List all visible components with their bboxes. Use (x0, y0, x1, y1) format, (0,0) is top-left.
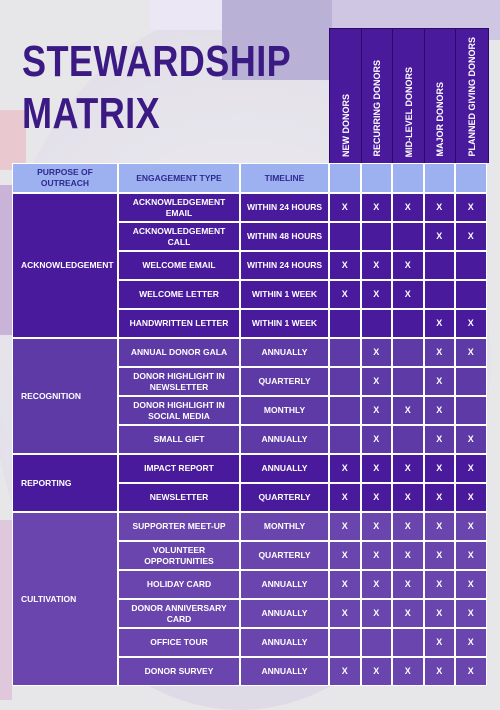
purpose-cell: ACKNOWLEDGEMENT (12, 193, 118, 338)
engagement-type-cell: SMALL GIFT (118, 425, 240, 454)
check-mark-cell: X (329, 570, 361, 599)
timeline-cell: QUARTERLY (240, 541, 329, 570)
empty-cell (424, 280, 456, 309)
engagement-type-cell: NEWSLETTER (118, 483, 240, 512)
check-mark-cell: X (455, 483, 487, 512)
timeline-cell: ANNUALLY (240, 338, 329, 367)
check-mark-cell: X (424, 309, 456, 338)
check-mark-cell: X (455, 425, 487, 454)
check-mark-cell: X (455, 628, 487, 657)
engagement-type-cell: VOLUNTEER OPPORTUNITIES (118, 541, 240, 570)
check-mark-cell: X (361, 657, 393, 686)
empty-cell (455, 396, 487, 425)
empty-cell (392, 628, 424, 657)
empty-cell (392, 338, 424, 367)
background-block (150, 0, 222, 30)
check-mark-cell: X (392, 396, 424, 425)
check-mark-cell: X (455, 222, 487, 251)
check-mark-cell: X (424, 222, 456, 251)
timeline-cell: ANNUALLY (240, 454, 329, 483)
timeline-cell: QUARTERLY (240, 483, 329, 512)
column-header-label: RECURRING DONORS (372, 60, 383, 157)
check-mark-cell: X (424, 193, 456, 222)
check-mark-cell: X (392, 483, 424, 512)
timeline-cell: MONTHLY (240, 512, 329, 541)
timeline-cell: ANNUALLY (240, 570, 329, 599)
column-header-label: MID-LEVEL DONORS (403, 66, 414, 157)
empty-cell (424, 251, 456, 280)
check-mark-cell: X (392, 512, 424, 541)
header-blank (424, 163, 456, 193)
check-mark-cell: X (455, 512, 487, 541)
empty-cell (392, 222, 424, 251)
empty-cell (329, 396, 361, 425)
empty-cell (455, 280, 487, 309)
check-mark-cell: X (361, 483, 393, 512)
column-header (455, 28, 489, 163)
empty-cell (455, 251, 487, 280)
check-mark-cell: X (329, 512, 361, 541)
check-mark-cell: X (361, 541, 393, 570)
title-line-1: STEWARDSHIP (22, 37, 292, 86)
purpose-cell: REPORTING (12, 454, 118, 512)
empty-cell (392, 367, 424, 396)
engagement-type-cell: IMPACT REPORT (118, 454, 240, 483)
timeline-cell: WITHIN 24 HOURS (240, 251, 329, 280)
check-mark-cell: X (392, 454, 424, 483)
check-mark-cell: X (361, 193, 393, 222)
check-mark-cell: X (361, 338, 393, 367)
engagement-type-cell: DONOR ANNIVERSARY CARD (118, 599, 240, 628)
header-blank (392, 163, 424, 193)
empty-cell (329, 222, 361, 251)
column-header (392, 28, 426, 163)
engagement-type-cell: ACKNOWLEDGEMENT EMAIL (118, 193, 240, 222)
check-mark-cell: X (424, 628, 456, 657)
check-mark-cell: X (392, 193, 424, 222)
check-mark-cell: X (361, 280, 393, 309)
check-mark-cell: X (424, 599, 456, 628)
header-blank (361, 163, 393, 193)
header-purpose: PURPOSE OF OUTREACH (12, 163, 118, 193)
empty-cell (361, 628, 393, 657)
purpose-cell: CULTIVATION (12, 512, 118, 686)
header-engagement-type: ENGAGEMENT TYPE (118, 163, 240, 193)
check-mark-cell: X (424, 454, 456, 483)
check-mark-cell: X (392, 570, 424, 599)
column-header-label: MAJOR DONORS (435, 82, 446, 157)
check-mark-cell: X (424, 483, 456, 512)
engagement-type-cell: SUPPORTER MEET-UP (118, 512, 240, 541)
check-mark-cell: X (392, 280, 424, 309)
engagement-type-cell: OFFICE TOUR (118, 628, 240, 657)
empty-cell (329, 425, 361, 454)
check-mark-cell: X (329, 280, 361, 309)
check-mark-cell: X (329, 454, 361, 483)
timeline-cell: WITHIN 1 WEEK (240, 280, 329, 309)
check-mark-cell: X (361, 425, 393, 454)
column-header (329, 28, 363, 163)
check-mark-cell: X (329, 483, 361, 512)
check-mark-cell: X (361, 454, 393, 483)
empty-cell (361, 222, 393, 251)
engagement-type-cell: DONOR SURVEY (118, 657, 240, 686)
check-mark-cell: X (392, 251, 424, 280)
check-mark-cell: X (424, 425, 456, 454)
background-block (0, 185, 12, 335)
timeline-cell: ANNUALLY (240, 425, 329, 454)
column-header-label: PLANNED GIVING DONORS (466, 37, 477, 157)
empty-cell (392, 425, 424, 454)
title-line-2: MATRIX (22, 89, 161, 138)
timeline-cell: MONTHLY (240, 396, 329, 425)
background-block (0, 520, 12, 700)
check-mark-cell: X (455, 193, 487, 222)
engagement-type-cell: WELCOME EMAIL (118, 251, 240, 280)
check-mark-cell: X (392, 541, 424, 570)
empty-cell (392, 309, 424, 338)
engagement-type-cell: HANDWRITTEN LETTER (118, 309, 240, 338)
empty-cell (361, 309, 393, 338)
page-title (22, 36, 292, 140)
check-mark-cell: X (455, 570, 487, 599)
header-blank (329, 163, 361, 193)
empty-cell (329, 367, 361, 396)
purpose-cell: RECOGNITION (12, 338, 118, 454)
engagement-type-cell: HOLIDAY CARD (118, 570, 240, 599)
timeline-cell: QUARTERLY (240, 367, 329, 396)
empty-cell (329, 338, 361, 367)
engagement-type-cell: DONOR HIGHLIGHT IN NEWSLETTER (118, 367, 240, 396)
check-mark-cell: X (361, 396, 393, 425)
timeline-cell: ANNUALLY (240, 599, 329, 628)
column-header (361, 28, 395, 163)
check-mark-cell: X (361, 512, 393, 541)
header-blank (455, 163, 487, 193)
empty-cell (329, 309, 361, 338)
engagement-type-cell: ACKNOWLEDGEMENT CALL (118, 222, 240, 251)
check-mark-cell: X (455, 338, 487, 367)
check-mark-cell: X (392, 599, 424, 628)
column-header-label: NEW DONORS (340, 94, 351, 157)
check-mark-cell: X (455, 454, 487, 483)
empty-cell (329, 628, 361, 657)
check-mark-cell: X (329, 541, 361, 570)
check-mark-cell: X (392, 657, 424, 686)
check-mark-cell: X (329, 657, 361, 686)
timeline-cell: WITHIN 24 HOURS (240, 193, 329, 222)
check-mark-cell: X (455, 309, 487, 338)
empty-cell (455, 367, 487, 396)
timeline-cell: WITHIN 48 HOURS (240, 222, 329, 251)
check-mark-cell: X (455, 657, 487, 686)
timeline-cell: ANNUALLY (240, 628, 329, 657)
check-mark-cell: X (455, 541, 487, 570)
column-header (424, 28, 458, 163)
engagement-type-cell: WELCOME LETTER (118, 280, 240, 309)
check-mark-cell: X (424, 570, 456, 599)
engagement-type-cell: DONOR HIGHLIGHT IN SOCIAL MEDIA (118, 396, 240, 425)
check-mark-cell: X (424, 512, 456, 541)
check-mark-cell: X (424, 396, 456, 425)
check-mark-cell: X (329, 599, 361, 628)
check-mark-cell: X (329, 193, 361, 222)
check-mark-cell: X (424, 657, 456, 686)
header-timeline: TIMELINE (240, 163, 329, 193)
check-mark-cell: X (361, 367, 393, 396)
timeline-cell: WITHIN 1 WEEK (240, 309, 329, 338)
check-mark-cell: X (424, 367, 456, 396)
check-mark-cell: X (361, 570, 393, 599)
timeline-cell: ANNUALLY (240, 657, 329, 686)
check-mark-cell: X (361, 599, 393, 628)
check-mark-cell: X (329, 251, 361, 280)
engagement-type-cell: ANNUAL DONOR GALA (118, 338, 240, 367)
check-mark-cell: X (424, 338, 456, 367)
check-mark-cell: X (424, 541, 456, 570)
check-mark-cell: X (455, 599, 487, 628)
check-mark-cell: X (361, 251, 393, 280)
